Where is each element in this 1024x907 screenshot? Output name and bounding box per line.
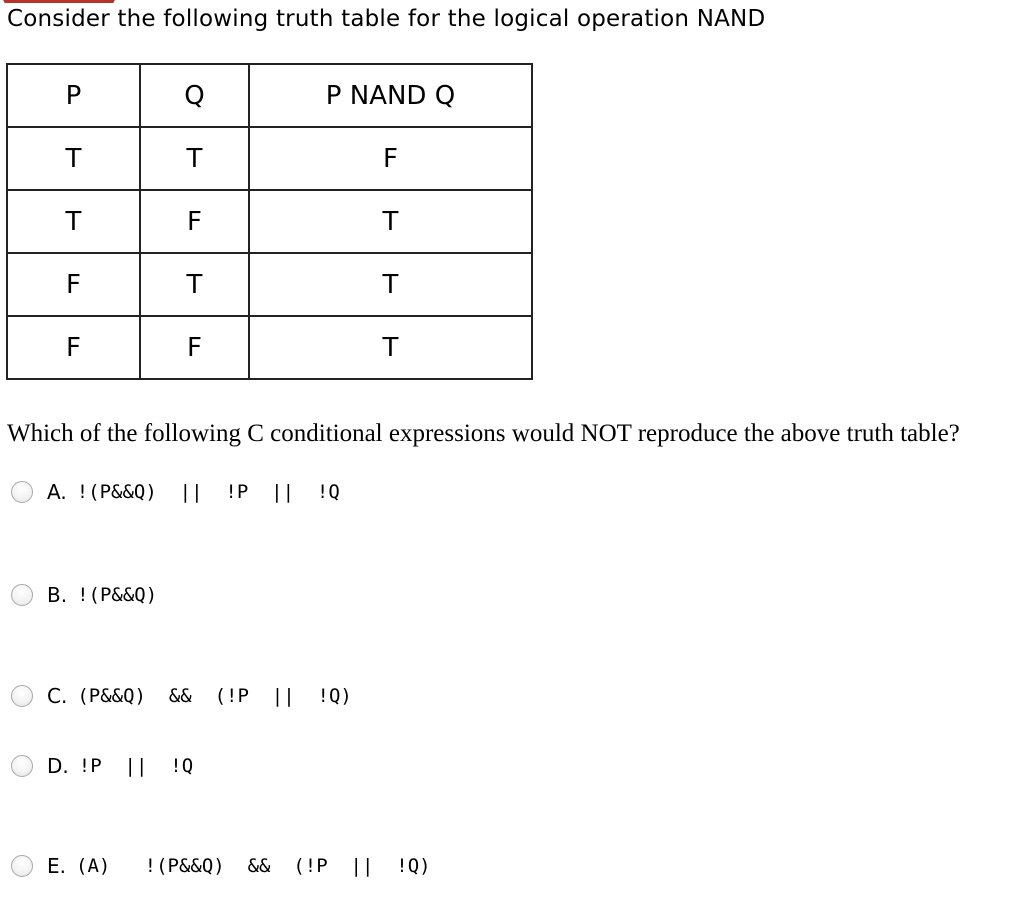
header-accent-bar [0, 0, 118, 3]
question-intro: Consider the following truth table for the logical operation NAND [7, 6, 766, 32]
cell-q: F [140, 316, 249, 379]
cell-result: F [249, 127, 532, 190]
header-p: P [7, 64, 140, 127]
answer-option-c[interactable] [11, 684, 352, 708]
answer-option-d[interactable] [11, 754, 193, 778]
cell-result: T [249, 316, 532, 379]
cell-q: F [140, 190, 249, 253]
cell-q: T [140, 253, 249, 316]
table-row [7, 127, 532, 190]
answer-option-b[interactable] [11, 583, 157, 607]
table-row [7, 316, 532, 379]
option-letter: A. [47, 480, 67, 504]
option-letter: D. [47, 754, 69, 778]
option-expression: (A) !(P&&Q) && (!P || !Q) [76, 855, 431, 877]
option-expression: !(P&&Q) [77, 584, 158, 606]
cell-result: T [249, 190, 532, 253]
header-p-nand-q: P NAND Q [249, 64, 532, 127]
option-expression: !P || !Q [78, 755, 194, 777]
radio-button-d[interactable] [11, 755, 33, 777]
option-letter: B. [47, 583, 68, 607]
radio-button-b[interactable] [11, 584, 33, 606]
answer-option-e[interactable] [11, 854, 431, 878]
cell-p: T [7, 127, 140, 190]
option-letter: C. [47, 684, 68, 708]
answer-option-a[interactable] [11, 480, 340, 504]
cell-q: T [140, 127, 249, 190]
cell-p: T [7, 190, 140, 253]
table-row [7, 253, 532, 316]
cell-p: F [7, 253, 140, 316]
truth-table [6, 63, 533, 380]
header-q: Q [140, 64, 249, 127]
table-row [7, 190, 532, 253]
table-header-row [7, 64, 532, 127]
radio-button-c[interactable] [11, 685, 33, 707]
option-expression: (P&&Q) && (!P || !Q) [77, 685, 352, 707]
cell-result: T [249, 253, 532, 316]
radio-button-a[interactable] [11, 481, 33, 503]
option-expression: !(P&&Q) || !P || !Q [76, 481, 340, 503]
option-letter: E. [47, 854, 66, 878]
question-text: Which of the following C conditional expressions would NOT reproduce the above truth table? [7, 420, 960, 447]
radio-button-e[interactable] [11, 855, 33, 877]
cell-p: F [7, 316, 140, 379]
